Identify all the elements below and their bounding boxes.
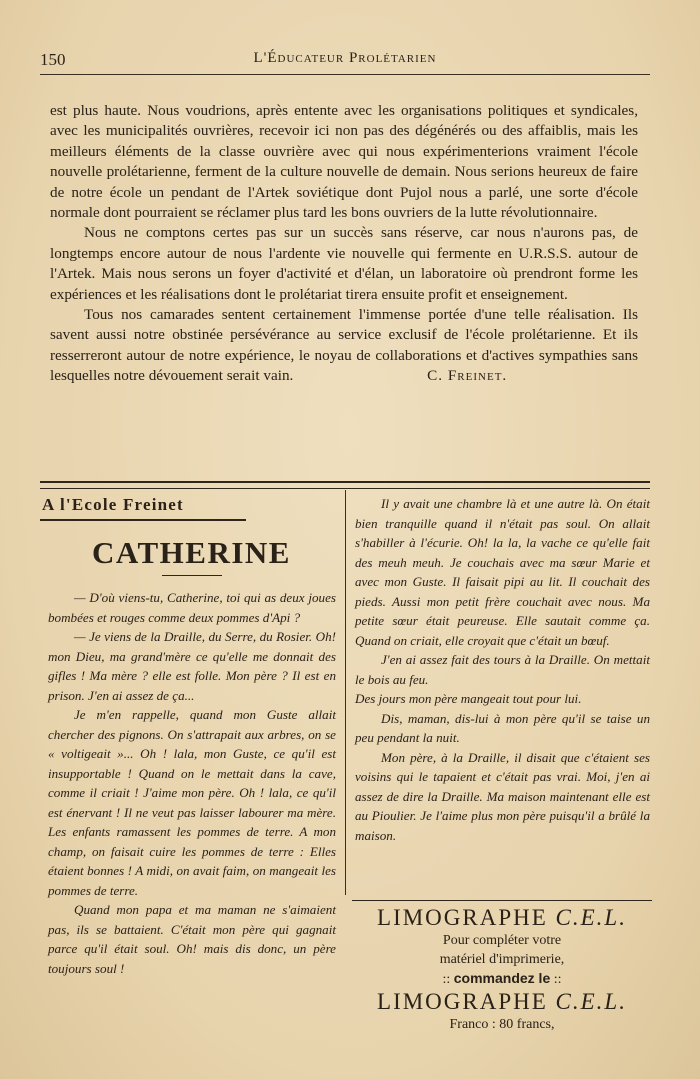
section-divider xyxy=(40,481,650,489)
story-paragraph: — Je viens de la Draille, du Serre, du Rosier. Oh! mon Dieu, ma grand'mère ce qu'elle me donnait des gifles ! Ma mère ? elle est folle. Mon père ? Il est en prison. J'en ai assez de ça... xyxy=(48,629,336,703)
ad-bottom-main: LIMOGRAPHE xyxy=(377,989,548,1014)
story-paragraph: Je m'en rappelle, quand mon Guste allait chercher des pignons. On s'attrapait aux arbres, on se « voltigeait »... Oh ! lala, mon Guste, ce qu'il est insupportable ! Quand on le mettait dans la cave, comme il criait ! J'aime mon père. Oh ! lala, ce qu'il est énervant ! Il ne veut pas laisser labourer ma mère. Les enfants ramassent les pommes de terre. A mon champ, on faisait cuire les pommes de terre : Elles étaient bonnes ! A midi, on avait faim, on mangeait les pommes de terre. xyxy=(48,707,336,898)
article-continuation xyxy=(50,101,638,387)
paragraph: Nous ne comptons certes pas sur un succès sans réserve, car nous n'aurons pas, de longtemps encore autour de nous l'ardente vie nouvelle qui fermente en U.R.S.S. autour de l'Artek. Mais nous serons un foyer d'activité et d'élan, un laboratoire où prendront forme les expériences et les réalisations dont le prolétariat tirera ensuite profit et enseignement. xyxy=(50,224,638,303)
story-paragraph: Il y avait une chambre là et une autre là. On était bien tranquille quand il n'était pas soul. On allait s'habiller à l'écurie. Oh! la la, la vache ce qu'elle fait des meuh meuh. Je couchais avec ma sœur Marie et avec mon Guste. Il faisait pipi au lit. Il couchait des pieds. Aussi mon petit frère couchait avec nous. Ma petite sœur était peureuse. Elle sautait comme ça. Quand on criait, elle croyait que c'était un bœuf. xyxy=(355,496,650,648)
ad-order-text: commandez le xyxy=(453,970,551,986)
section-title-rule xyxy=(40,519,246,521)
page-number: 150 xyxy=(40,50,66,69)
paragraph-text: Tous nos camarades sentent certainement l'immense portée d'une telle réalisation. Ils savent aussi notre obstinée persévérance au service exclusif de l'école prolétarienne. Et ils resserreront autour de notre expérience, le noyau de collaborations et d'actives sympathies sans lesquelles notre dévouement serait vain. xyxy=(50,306,638,385)
story-text-left xyxy=(48,588,336,978)
right-column xyxy=(355,494,650,845)
story-paragraph: — D'où viens-tu, Catherine, toi qui as deux joues bombées et rouges comme deux pommes d'Api ? xyxy=(48,590,336,625)
ad-separator: :: xyxy=(553,972,562,987)
page-header xyxy=(40,48,650,72)
ad-title-main: LIMOGRAPHE xyxy=(377,905,548,930)
paragraph: est plus haute. Nous voudrions, après entente avec les organisations politiques et syndicales, avec les municipalités ouvrières, recevoir ici non pas des dégénérés ou des affaiblis, mais les meilleurs éléments de la classe ouvrière avec qui nous expérimenterions vraiment l'école nouvelle prolétarienne, ferment de la culture nouvelle de demain. Nous serions heureux de faire de notre école un pendant de l'Artek soviétique dont Pujol nous a parlé, une sorte d'école normale dont pourraient se réclamer plus tard les bons ouvriers de la lutte révolutionnaire. xyxy=(50,102,638,222)
story-title: CATHERINE xyxy=(92,535,291,570)
ad-line: matériel d'imprimerie, xyxy=(439,952,565,967)
section-title: A l'Ecole Freinet xyxy=(42,495,184,514)
story-paragraph: Des jours mon père mangeait tout pour lui. xyxy=(355,691,582,706)
story-paragraph: J'en ai assez fait des tours à la Draille. On mettait le bois au feu. xyxy=(355,652,650,687)
running-head: L'Éducateur Prolétarien xyxy=(253,50,437,66)
ad-bottom-brand: C.E.L. xyxy=(555,989,627,1014)
ad-bottom-title xyxy=(352,989,652,1015)
story-paragraph: Quand mon papa et ma maman ne s'aimaient pas, ils se battaient. C'était mon père qui gagnait parce qu'il était soul. Oh! mais dis donc, un père toujours soul ! xyxy=(48,902,336,976)
paragraph xyxy=(50,305,638,387)
ad-title-brand: C.E.L. xyxy=(555,905,627,930)
limographe-advertisement xyxy=(352,896,652,1034)
story-paragraph: Dis, maman, dis-lui à mon père qu'il se taise un peu pendant la nuit. xyxy=(355,710,650,745)
column-rule xyxy=(345,490,346,895)
ad-top-rule xyxy=(352,900,652,901)
story-text-right xyxy=(355,494,650,845)
ad-separator: :: xyxy=(442,972,451,987)
ad-price: Franco : 80 francs, xyxy=(449,1017,555,1032)
ad-line: Pour compléter votre xyxy=(442,933,562,948)
ad-line-order xyxy=(352,969,652,989)
left-column xyxy=(40,495,338,978)
story-paragraph: Mon père, à la Draille, il disait que c'étaient ses voisins qui le tapaient et c'était pas vrai. Moi, j'en ai assez de dire la Draille. Ma maison maintenant elle est au Pioulier. Je l'aime plus mon père puisqu'il a brûlé la maison. xyxy=(355,749,650,843)
header-rule xyxy=(40,74,650,75)
story-title-rule xyxy=(162,575,222,576)
signature: C. Freinet. xyxy=(427,367,508,385)
ad-title xyxy=(352,905,652,931)
